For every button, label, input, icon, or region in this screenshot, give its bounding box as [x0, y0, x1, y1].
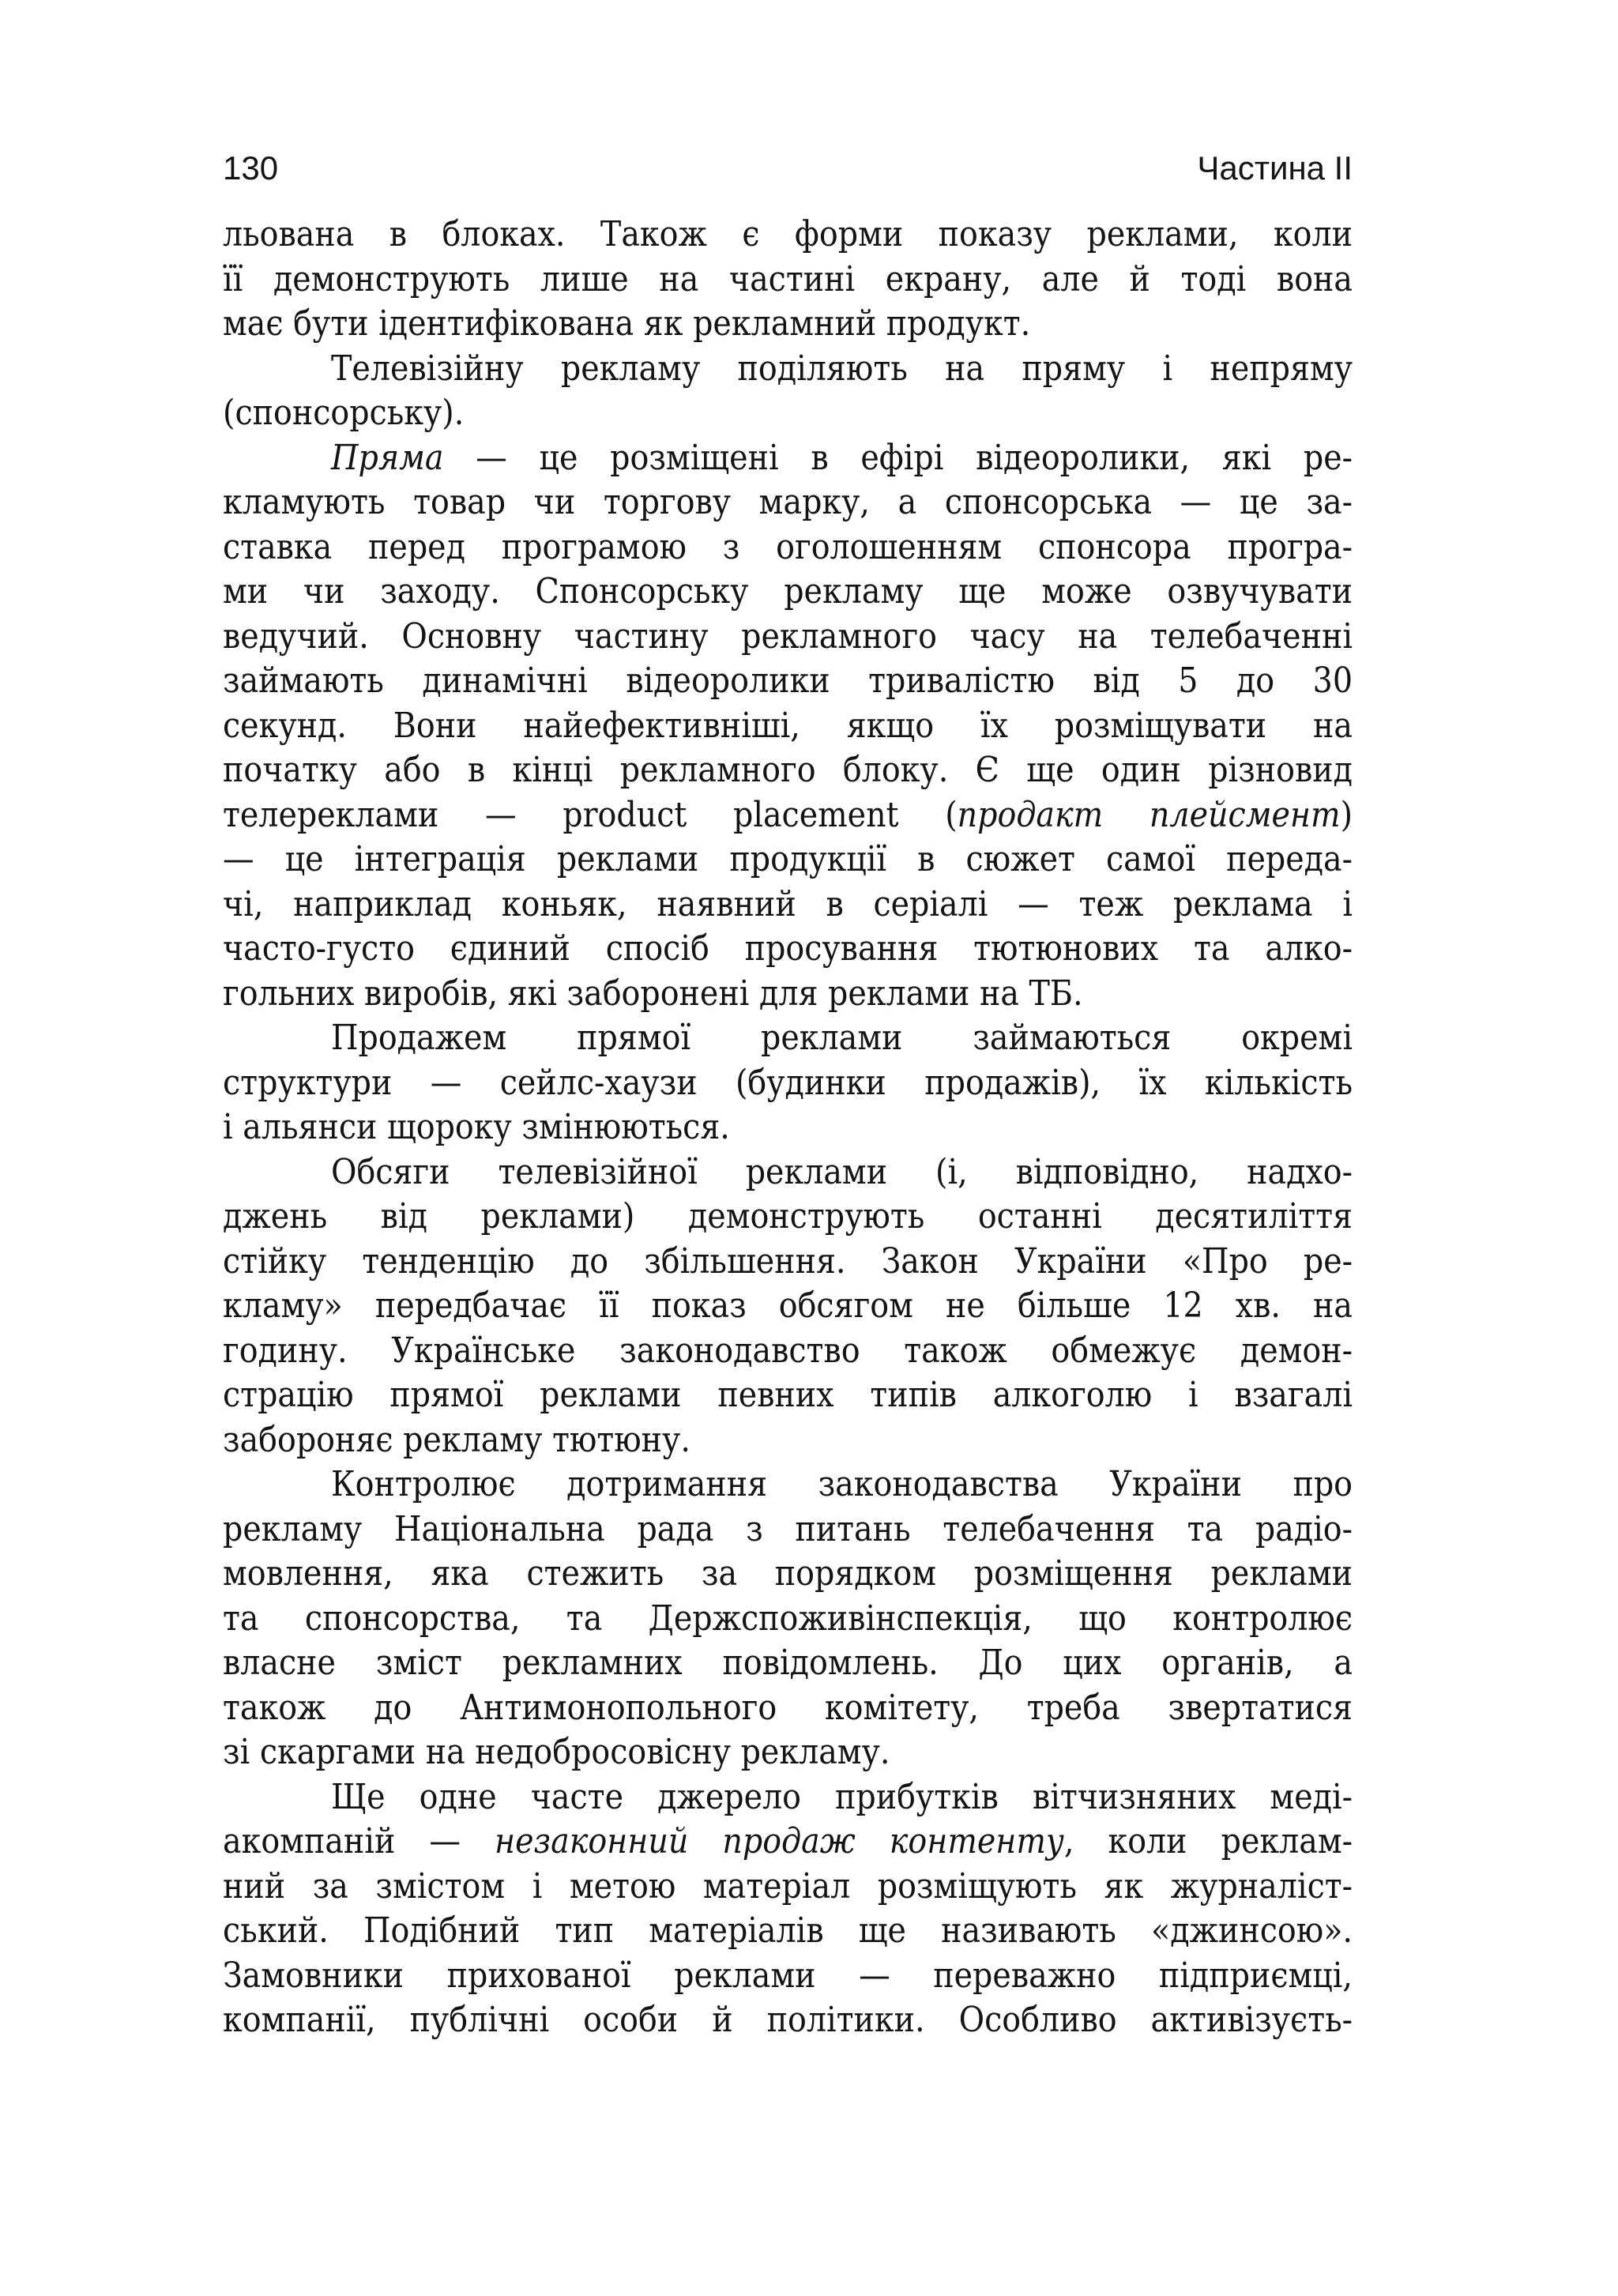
text-line: та спонсорства, та Держспоживінспекція, що контролює [223, 1598, 1353, 1639]
text-line: її демонструють лише на частині екрану, але й тоді вона [223, 258, 1353, 299]
text-line: джень від реклами) демонструють останні десятиліття [223, 1196, 1353, 1236]
text-line [223, 436, 1353, 481]
running-head [223, 149, 1353, 188]
text-run: , коли реклам- [1063, 1821, 1353, 1861]
text-line: ставка перед програмою з оголошенням спонсора програ- [223, 526, 1353, 567]
text-line: Ще одне часте джерело прибутків вітчизняних меді- [331, 1776, 1353, 1817]
text-line: Обсяги телевізійної реклами (і, відповідно, надхо- [331, 1151, 1353, 1192]
text-line: Телевізійну рекламу поділяють на пряму і непряму [331, 348, 1353, 389]
text-line: ми чи заходу. Спонсорську рекламу ще може озвучувати [223, 571, 1353, 612]
text-run: ) [1340, 794, 1353, 835]
text-line: Продажем прямої реклами займаються окремі [331, 1018, 1353, 1058]
text-line: кламу» передбачає її показ обсягом не більше 12 хв. на [223, 1285, 1353, 1326]
text-line: Замовники прихованої реклами — переважно підприємці, [223, 1955, 1353, 1996]
section-label: Частина ІІ [1197, 149, 1353, 186]
italic-term: незаконний продаж контенту [495, 1821, 1064, 1861]
text-line: рекламу Національна рада з питань телебачення та радіо- [223, 1508, 1353, 1549]
italic-term: Пряма [331, 437, 444, 478]
text-run: телереклами — product placement ( [223, 794, 958, 835]
text-line: зі скаргами на недобросовісну рекламу. [223, 1732, 890, 1772]
text-line: початку або в кінці рекламного блоку. Є ще один різновид [223, 750, 1353, 790]
text-line: мовлення, яка стежить за порядком розміщення реклами [223, 1553, 1353, 1594]
text-line: (спонсорську). [223, 393, 465, 433]
text-line: має бути ідентифікована як рекламний продукт. [223, 303, 1031, 344]
text-line: структури — сейлс-хаузи (будинки продажів), їх кількість [223, 1062, 1353, 1103]
body-text [223, 213, 1353, 2043]
text-line: страцію прямої реклами певних типів алкоголю і взагалі [223, 1375, 1353, 1415]
page-number: 130 [223, 149, 279, 186]
text-line: також до Антимонопольного комітету, треба звертатися [223, 1687, 1353, 1728]
text-line: забороняє рекламу тютюну. [223, 1419, 690, 1460]
text-line: ний за змістом і метою матеріал розміщують як журналіст- [223, 1865, 1353, 1906]
text-line: — це інтеграція реклами продукції в сюжет самої переда- [223, 839, 1353, 879]
text-line: кламують товар чи торгову марку, а спонсорська — це за- [223, 482, 1353, 522]
text-line: і альянси щороку змінюються. [223, 1107, 730, 1147]
text-line [223, 1820, 1353, 1865]
text-line: часто-густо єдиний спосіб просування тютюнових та алко- [223, 928, 1353, 969]
text-line [223, 793, 1353, 838]
text-line: Контролює дотримання законодавства України про [331, 1464, 1353, 1504]
text-line: льована в блоках. Також є форми показу реклами, коли [223, 214, 1353, 254]
text-line: секунд. Вони найефективніші, якщо їх розміщувати на [223, 705, 1353, 746]
italic-term: продакт плейсмент [957, 794, 1341, 835]
text-line: гольних виробів, які заборонені для реклами на ТБ. [223, 973, 1083, 1014]
text-line: займають динамічні відеоролики тривалістю від 5 до 30 [223, 661, 1353, 701]
text-run: — це розміщені в ефірі відеоролики, які ре- [443, 437, 1353, 478]
text-line: стійку тенденцію до збільшення. Закон України «Про ре- [223, 1240, 1353, 1282]
text-line: чі, наприклад коньяк, наявний в серіалі — теж реклама і [223, 883, 1353, 924]
text-line: годину. Українське законодавство також обмежує демон- [223, 1330, 1353, 1371]
text-line: ський. Подібний тип матеріалів ще називають «джинсою». [223, 1910, 1353, 1951]
text-run: акомпаній — [223, 1821, 495, 1861]
text-line: власне зміст рекламних повідомлень. До цих органів, а [223, 1643, 1353, 1683]
text-line: компанії, публічні особи й політики. Особливо активізуєть- [223, 2000, 1353, 2040]
text-line: ведучий. Основну частину рекламного часу на телебаченні [223, 615, 1353, 657]
